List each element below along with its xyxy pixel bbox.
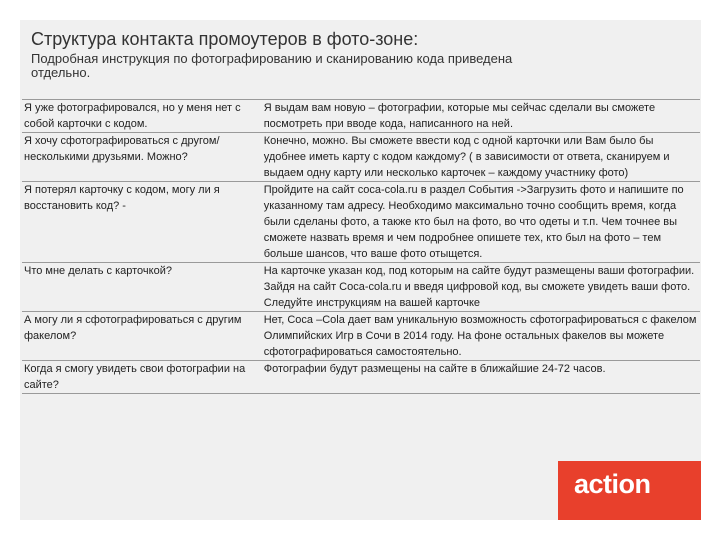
answer-cell: Я выдам вам новую – фотографии, которые мы сейчас сделали вы сможете посмотреть при вводе кода, написанного на ней. [263,102,656,130]
table-row [22,182,700,263]
question-cell: Я потерял карточку с кодом, могу ли я восстановить код? - [24,184,220,212]
table-row [22,312,700,361]
question-cell: Я уже фотографировался, но у меня нет с собой карточки с кодом. [24,102,241,130]
table-row [22,133,700,182]
question-cell: А могу ли я сфотографироваться с другим факелом? [24,314,242,342]
page-subtitle: Подробная инструкция по фотографированию и сканированию кода приведена отдельно. [31,51,513,80]
table-row [22,100,700,133]
table-row [22,263,700,312]
page-title: Структура контакта промоутеров в фото-зоне: [31,29,419,49]
answer-cell: Нет, Coca –Cola дает вам уникальную возможность сфотографироваться с факелом Олимпийских Игр в Сочи в 2014 году. На фоне остальных факелов вы можете сфотографироваться самостоятельно. [263,314,697,358]
action-logo [558,461,701,520]
table-row [22,361,700,394]
answer-cell: Конечно, можно. Вы сможете ввести код с одной карточки или Вам было бы удобнее иметь карту с кодом каждому? ( в зависимости от ответа, сканируем и выдаем одну карту или несколько карточек – каждому участнику фото) [263,135,670,179]
answer-cell: Пройдите на сайт coca-cola.ru в раздел События ->Загрузить фото и напишите по указанному там адресу. Необходимо максимально точно сообщить время, когда были сделаны фото, а также кто был на фото, во что одеты и т.п. Чем точнее вы сможете назвать время и чем подробнее опишете тех, кто был на фото – тем больше шансов, что ваше фото отыщется. [263,184,684,260]
logo-text: action [574,469,651,499]
answer-cell: Фотографии будут размещены на сайте в ближайшие 24-72 часов. [263,363,606,375]
answer-cell: На карточке указан код, под которым на сайте будут размещены ваши фотографии. Зайдя на сайт Coca-cola.ru и введя цифровой код, вы сможете увидеть ваши фото. Следуйте инструкциям на вашей карточке [263,265,695,309]
question-cell: Когда я смогу увидеть свои фотографии на сайте? [24,363,246,391]
question-cell: Что мне делать с карточкой? [24,265,172,277]
faq-table [22,99,700,394]
slide [20,20,701,520]
question-cell: Я хочу сфотографироваться с другом/несколькими друзьями. Можно? [24,135,220,163]
